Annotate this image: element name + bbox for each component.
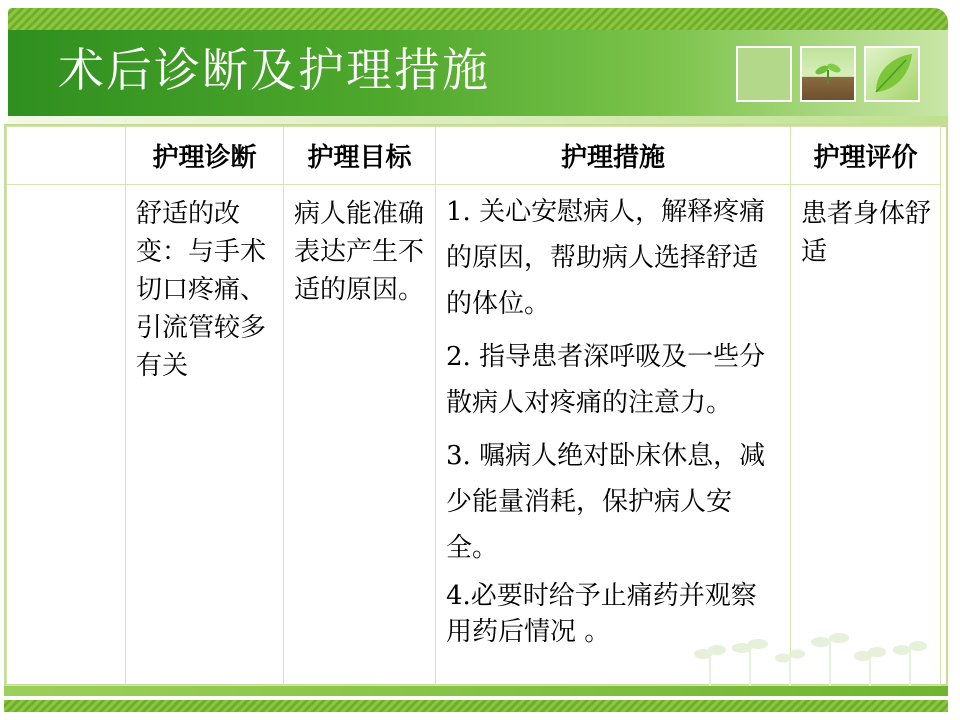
slide-title: 术后诊断及护理措施 xyxy=(58,43,490,97)
cell-diagnosis xyxy=(126,185,284,686)
measure-item: 3. 嘱病人绝对卧床休息，减少能量消耗，保护病人安全。 xyxy=(446,441,766,563)
header-measures: 护理措施 xyxy=(436,127,791,185)
table-header-row xyxy=(7,127,941,185)
cell-empty xyxy=(7,185,126,686)
measures-list xyxy=(436,185,790,650)
leaf-icon xyxy=(866,48,918,100)
thumbnail-leaf xyxy=(864,46,920,102)
measure-item: 4.必要时给予止痛药并观察用药后情况 。 xyxy=(446,581,757,647)
table-row xyxy=(7,185,941,686)
bottom-stripe xyxy=(4,700,948,712)
measure-item: 1. 关心安慰病人，解释疼痛的原因，帮助病人选择舒适的体位。 xyxy=(446,197,766,319)
top-stripe xyxy=(8,8,948,30)
nursing-table xyxy=(6,126,941,686)
goal-text: 病人能准确表达产生不适的原因。 xyxy=(294,199,425,305)
diagnosis-text: 舒适的改变：与手术切口疼痛、引流管较多有关 xyxy=(136,199,267,381)
cell-measures xyxy=(436,185,791,686)
evaluation-text: 患者身体舒适 xyxy=(801,199,932,267)
thumbnail-sprout xyxy=(800,46,856,102)
sprout-icon xyxy=(802,48,854,100)
title-underline xyxy=(8,116,948,124)
header-goal: 护理目标 xyxy=(284,127,436,185)
header-evaluation: 护理评价 xyxy=(791,127,941,185)
measure-item: 2. 指导患者深呼吸及一些分散病人对疼痛的注意力。 xyxy=(446,342,766,418)
header-empty xyxy=(7,127,126,185)
header-diagnosis: 护理诊断 xyxy=(126,127,284,185)
sprout-silhouette-icon xyxy=(690,630,940,688)
cell-evaluation xyxy=(791,185,941,686)
cell-goal xyxy=(284,185,436,686)
bottom-band xyxy=(4,686,948,696)
thumbnail-plain xyxy=(736,46,792,102)
